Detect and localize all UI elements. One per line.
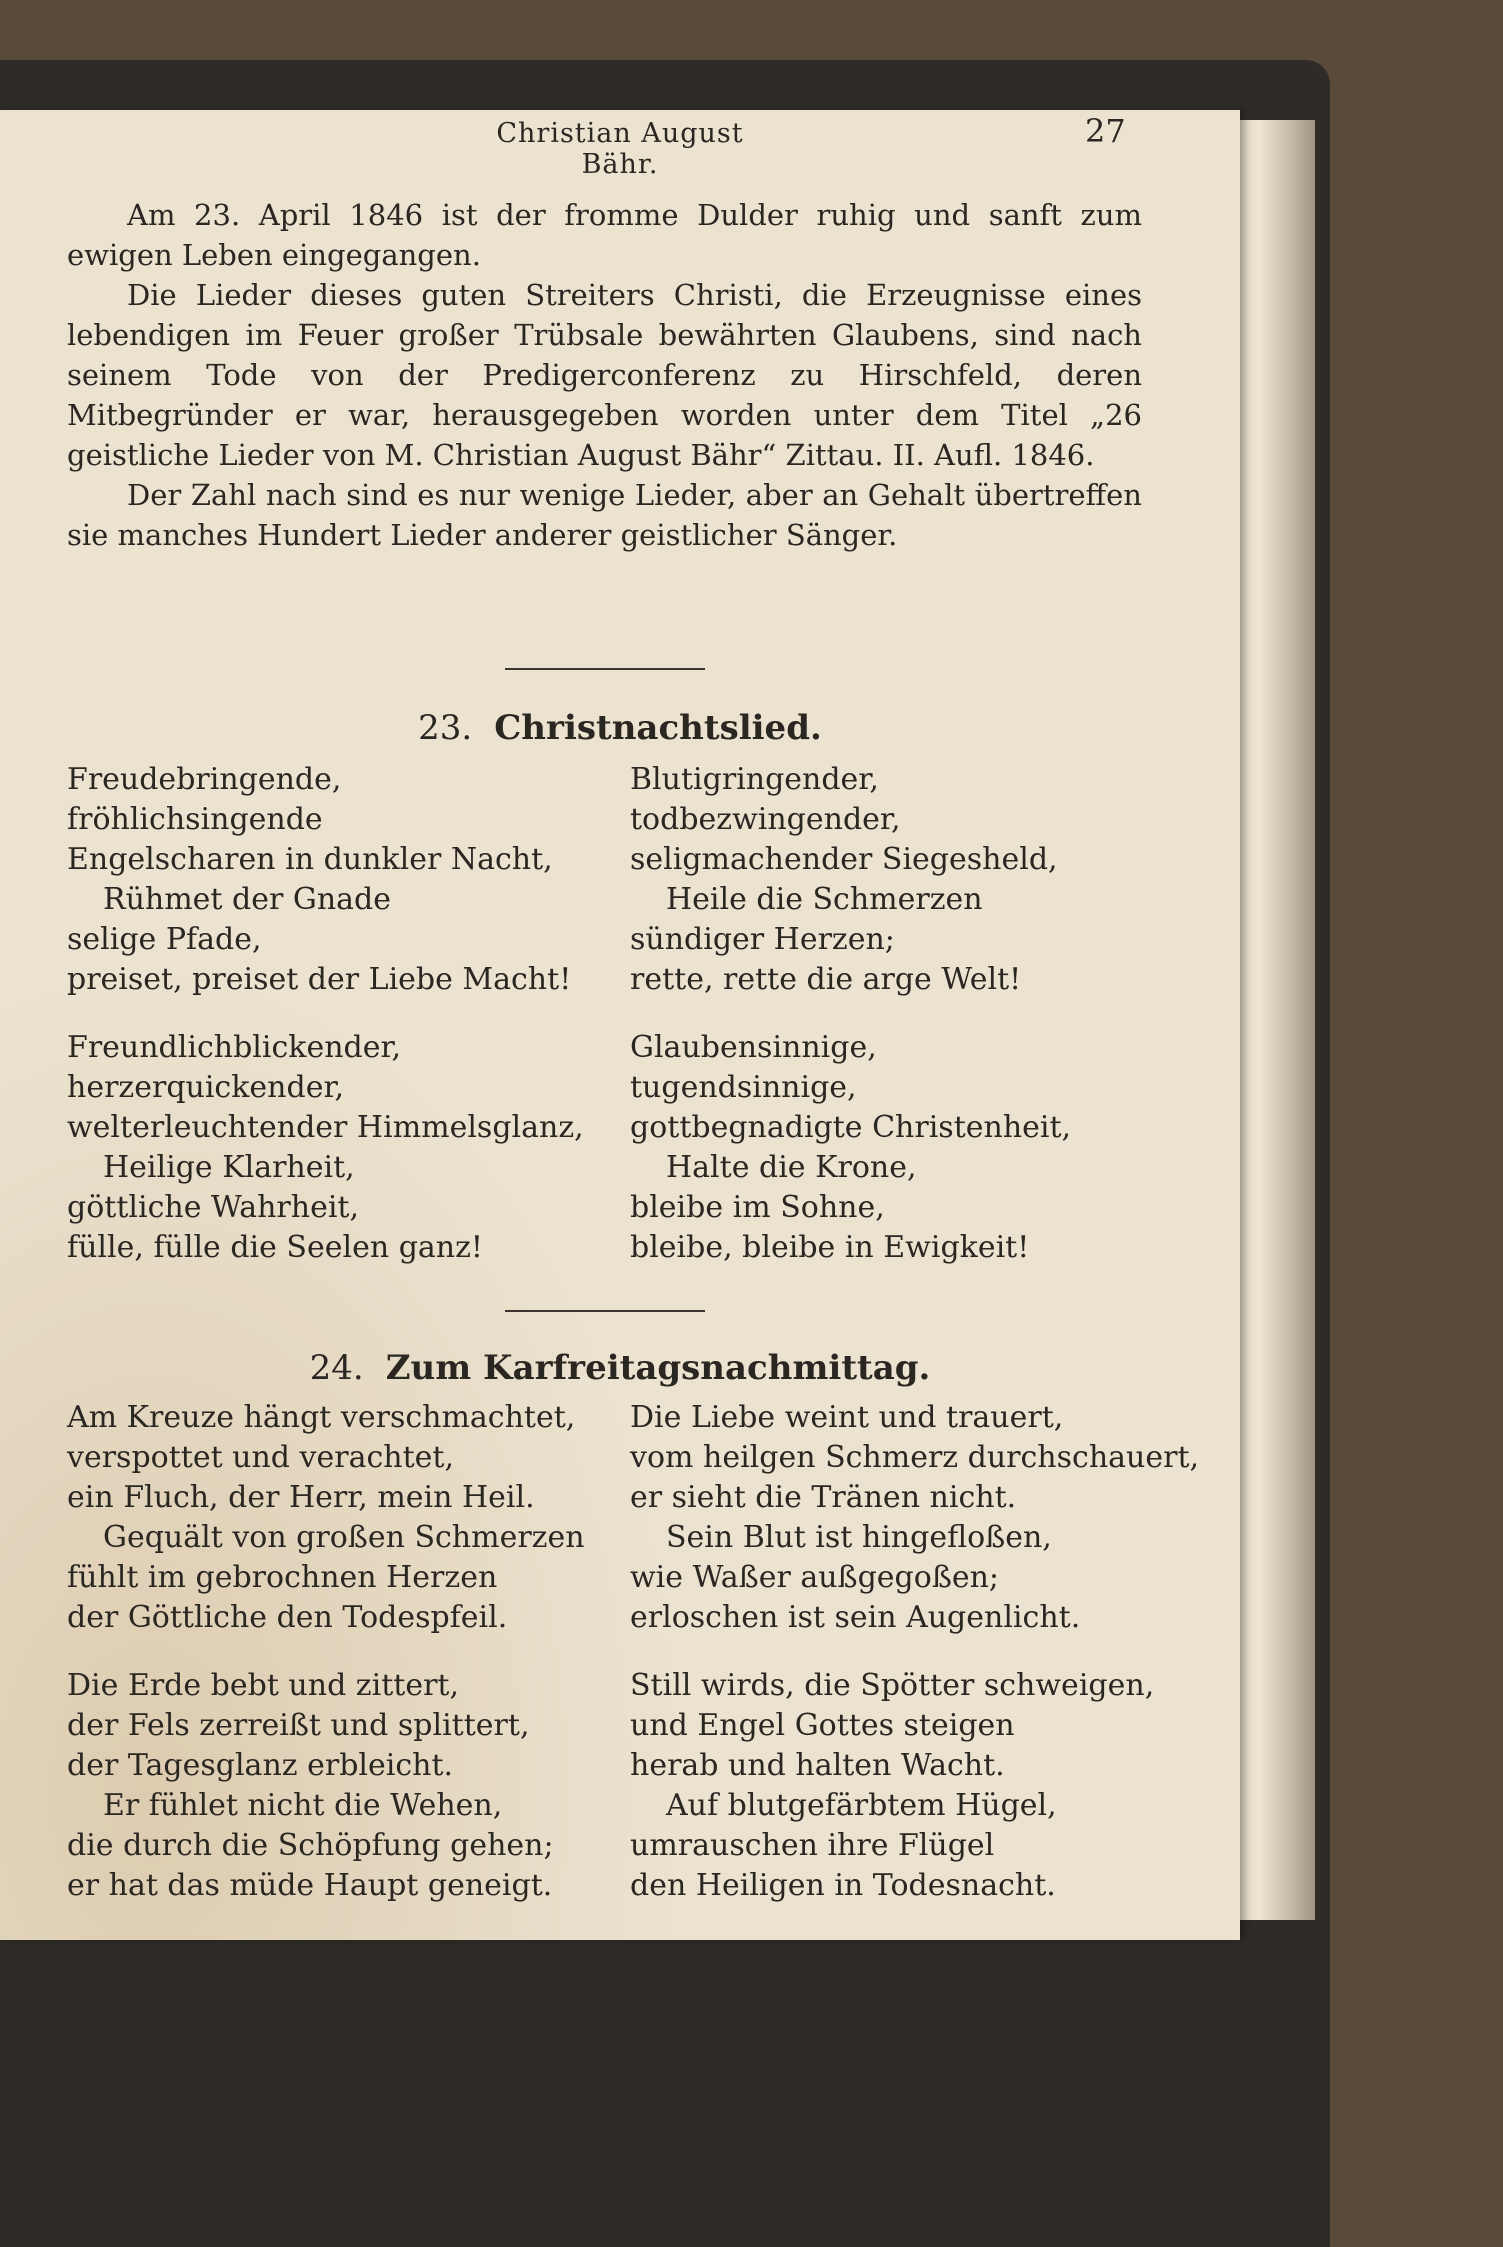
page-edges	[1235, 120, 1315, 1920]
verse-line: die durch die Schöpfung gehen;	[67, 1828, 554, 1863]
intro-prose	[67, 195, 1142, 555]
verse-line: Blutigringender,	[630, 762, 879, 797]
hymn-number: 24.	[309, 1348, 364, 1388]
verse-line: der Tagesglanz erbleicht.	[67, 1748, 454, 1783]
verse-line: Am Kreuze hängt verschmachtet,	[67, 1400, 576, 1435]
verse-line: herab und halten Wacht.	[630, 1748, 1005, 1783]
verse-line: wie Waßer außgegoßen;	[630, 1560, 1000, 1595]
verse-line: seligmachender Siegesheld,	[630, 842, 1058, 877]
verse-line: Glaubensinnige,	[630, 1030, 877, 1065]
verse-line: Rühmet der Gnade	[103, 882, 391, 917]
verse-line: der Fels zerreißt und splittert,	[67, 1708, 530, 1743]
verse-line: göttliche Wahrheit,	[67, 1190, 360, 1225]
running-head: Christian August Bähr.	[496, 118, 744, 180]
verse-line: selige Pfade,	[67, 922, 262, 957]
verse-line: Die Erde bebt und zittert,	[67, 1668, 460, 1703]
verse-line: rette, rette die arge Welt!	[630, 962, 1022, 997]
verse-line: er sieht die Tränen nicht.	[630, 1480, 1017, 1515]
verse-line: bleibe im Sohne,	[630, 1190, 885, 1225]
verse-line: todbezwingender,	[630, 802, 901, 837]
hymn-23-left-column	[67, 760, 587, 1296]
hymn-24-right-column	[630, 1398, 1200, 1934]
intro-paragraph: Die Lieder dieses guten Streiters Christi, die Erzeugnisse eines lebendigen im Feuer großer Trübsale bewährten Glaubens, sind nach seinem Tode von der Predigerconferenz zu Hirschfeld, deren Mitbegründer er war, herausgegeben worden unter dem Titel „26 geistliche Lieder von M. Christian August Bähr“ Zittau. II. Aufl. 1846.	[67, 278, 1142, 472]
verse-line: erloschen ist sein Augenlicht.	[630, 1600, 1081, 1635]
stanza	[630, 760, 1150, 1000]
hymn-name: Christnachtslied.	[494, 708, 822, 748]
stanza	[630, 1398, 1200, 1638]
verse-line: Still wirds, die Spötter schweigen,	[630, 1668, 1155, 1703]
section-divider	[505, 668, 705, 670]
verse-line: fülle, fülle die Seelen ganz!	[67, 1230, 483, 1265]
hymn-24-title	[0, 1348, 1240, 1388]
verse-line: umrauschen ihre Flügel	[630, 1828, 995, 1863]
verse-line: herzerquickender,	[67, 1070, 345, 1105]
verse-line: fröhlichsingende	[67, 802, 323, 837]
verse-line: Freudebringende,	[67, 762, 342, 797]
hymn-number: 23.	[418, 708, 473, 748]
verse-line: tugendsinnige,	[630, 1070, 857, 1105]
verse-line: fühlt im gebrochnen Herzen	[67, 1560, 498, 1595]
stanza	[67, 760, 587, 1000]
stanza	[630, 1666, 1155, 1906]
intro-paragraph: Am 23. April 1846 ist der fromme Dulder ruhig und sanft zum ewigen Leben eingegangen.	[67, 198, 1142, 272]
verse-line: verspottet und verachtet,	[67, 1440, 454, 1475]
verse-line: Die Liebe weint und trauert,	[630, 1400, 1064, 1435]
verse-line: Auf blutgefärbtem Hügel,	[666, 1788, 1057, 1823]
hymn-24-left-column	[67, 1398, 587, 1934]
stanza	[67, 1666, 587, 1906]
verse-line: bleibe, bleibe in Ewigkeit!	[630, 1230, 1030, 1265]
verse-line: Gequält von großen Schmerzen	[103, 1520, 585, 1555]
verse-line: gottbegnadigte Christenheit,	[630, 1110, 1072, 1145]
verse-line: vom heilgen Schmerz durchschauert,	[630, 1440, 1200, 1475]
verse-line: der Göttliche den Todespfeil.	[67, 1600, 508, 1635]
verse-line: Heile die Schmerzen	[666, 882, 983, 917]
verse-line: Er fühlet nicht die Wehen,	[103, 1788, 503, 1823]
hymn-name: Zum Karfreitagsnachmittag.	[385, 1348, 931, 1388]
intro-paragraph: Der Zahl nach sind es nur wenige Lieder, aber an Gehalt übertreffen sie manches Hundert Lieder anderer geistlicher Sänger.	[67, 478, 1142, 552]
stanza	[630, 1028, 1150, 1268]
verse-line: er hat das müde Haupt geneigt.	[67, 1868, 553, 1903]
section-divider	[505, 1310, 705, 1312]
hymn-23-right-column	[630, 760, 1150, 1296]
verse-line: Engelscharen in dunkler Nacht,	[67, 842, 553, 877]
verse-line: Halte die Krone,	[666, 1150, 917, 1185]
hymn-23-title	[0, 708, 1240, 748]
verse-line: Heilige Klarheit,	[103, 1150, 355, 1185]
verse-line: welterleuchtender Himmelsglanz,	[67, 1110, 584, 1145]
stanza	[67, 1028, 587, 1268]
verse-line: Freundlichblickender,	[67, 1030, 402, 1065]
verse-line: preiset, preiset der Liebe Macht!	[67, 962, 572, 997]
verse-line: ein Fluch, der Herr, mein Heil.	[67, 1480, 535, 1515]
verse-line: Sein Blut ist hingefloßen,	[666, 1520, 1052, 1555]
stanza	[67, 1398, 587, 1638]
page-number: 27	[1085, 112, 1126, 150]
verse-line: den Heiligen in Todesnacht.	[630, 1868, 1056, 1903]
verse-line: sündiger Herzen;	[630, 922, 895, 957]
verse-line: und Engel Gottes steigen	[630, 1708, 1015, 1743]
